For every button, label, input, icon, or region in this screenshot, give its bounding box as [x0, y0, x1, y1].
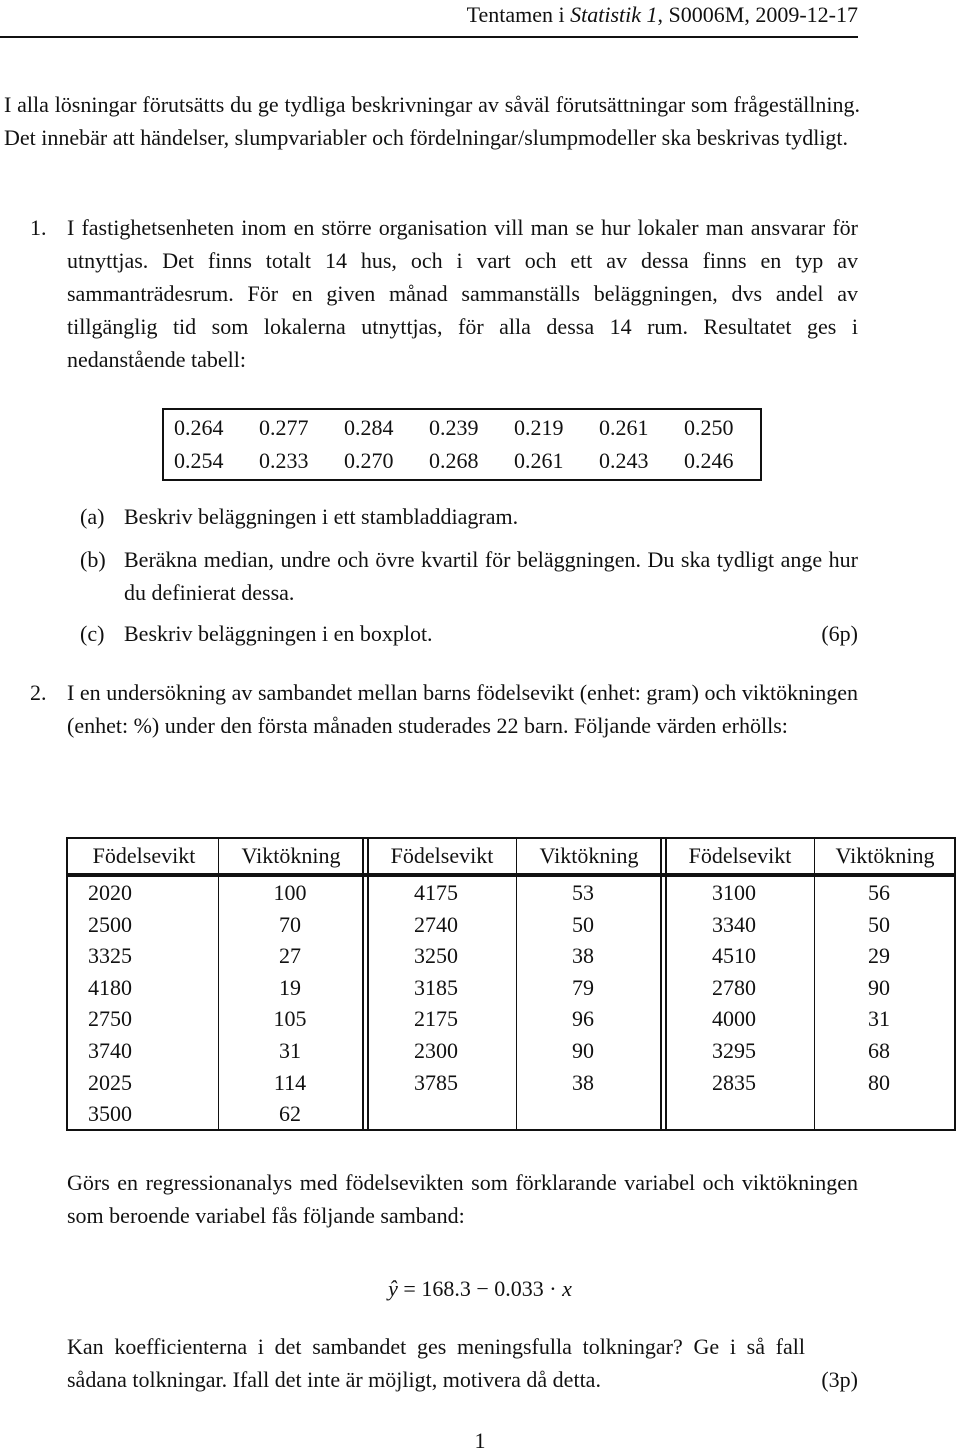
table-cell: 3185 [414, 974, 458, 1000]
table-cell: 4180 [88, 974, 132, 1000]
table-cell: 0.233 [259, 448, 309, 473]
table-cell: 50 [572, 911, 594, 937]
subquestion-text: Beskriv beläggningen i en boxplot. [124, 621, 433, 646]
table-cell: 3100 [712, 880, 756, 905]
group-divider [660, 839, 667, 1129]
regression-equation [0, 1272, 960, 1305]
points-label: (3p) [821, 1367, 858, 1392]
subquestion-label: (c) [80, 621, 105, 646]
page-header [0, 2, 858, 28]
table-cell: 2500 [88, 911, 132, 937]
subquestion-text: Beskriv beläggningen i ett stambladdiagram. [124, 504, 519, 529]
table-cell: 50 [868, 911, 890, 937]
table-cell: 38 [572, 1069, 594, 1095]
table-cell: 2750 [88, 1006, 132, 1032]
column-header: Viktökning [241, 843, 341, 868]
table-cell: 2025 [88, 1069, 132, 1095]
table-cell: 29 [868, 943, 890, 969]
weightgain-column-2 [572, 877, 594, 1098]
table-cell: 0.261 [514, 448, 564, 473]
table-cell: 3500 [88, 1101, 132, 1127]
table-row [174, 411, 750, 444]
table-cell: 31 [279, 1037, 301, 1063]
header-rule [0, 36, 858, 38]
table-cell: 114 [273, 1069, 307, 1095]
table-cell: 0.261 [599, 415, 649, 440]
table-cell: 90 [868, 974, 890, 1000]
column-divider [814, 839, 815, 1129]
group-divider [362, 839, 369, 1129]
table-cell: 2835 [712, 1069, 756, 1095]
column-divider [516, 839, 517, 1129]
table-cell: 79 [572, 974, 594, 1000]
column-header: Födelsevikt [390, 843, 494, 868]
birthweight-column-2 [414, 877, 458, 1098]
table-cell: 3340 [712, 911, 756, 937]
occupancy-table [162, 408, 762, 481]
table-cell: 62 [279, 1101, 301, 1127]
table-cell: 2740 [414, 911, 458, 937]
table-cell: 3325 [88, 943, 132, 969]
table-cell: 3250 [414, 943, 458, 969]
table-cell: 19 [279, 974, 301, 1000]
points-label: (6p) [821, 621, 858, 646]
table-cell: 80 [868, 1069, 890, 1095]
question-1-number: 1. [30, 215, 47, 240]
table-cell: 90 [572, 1037, 594, 1063]
table-cell: 0.219 [514, 415, 564, 440]
table-cell: 27 [279, 943, 301, 969]
table-cell: 0.254 [174, 448, 224, 473]
table-cell: 4000 [712, 1006, 756, 1032]
table-cell: 53 [572, 880, 594, 905]
interpretation-text: Kan koefficienterna i det sambandet ges meningsfulla tolkningar? Ge i så fall sådana tolkningar. Ifall det inte är möjligt, motivera då detta. [67, 1334, 805, 1392]
table-cell: 4510 [712, 943, 756, 969]
table-cell: 3295 [712, 1037, 756, 1063]
equation-mid: = 168.3 − 0.033 · [397, 1276, 563, 1301]
table-cell: 0.239 [429, 415, 479, 440]
table-cell: 3785 [414, 1069, 458, 1095]
intro-paragraph: I alla lösningar förutsätts du ge tydliga beskrivningar av såväl förutsättningar som frågeställning. Det innebär att händelser, slumpvariabler och fördelningar/slumpmodeller ska beskrivas tydligt. [4, 92, 860, 150]
table-cell: 56 [868, 880, 890, 905]
birthweight-column-3 [712, 877, 756, 1098]
table-cell: 105 [273, 1006, 307, 1032]
column-header: Viktökning [835, 843, 935, 868]
weightgain-column-3 [868, 877, 890, 1098]
table-cell: 0.268 [429, 448, 479, 473]
table-cell: 3740 [88, 1037, 132, 1063]
weightgain-column-1 [266, 877, 314, 1130]
table-cell: 100 [273, 880, 307, 905]
table-cell: 0.250 [684, 415, 734, 440]
table-cell: 2300 [414, 1037, 458, 1063]
table-cell: 31 [868, 1006, 890, 1032]
table-cell: 38 [572, 943, 594, 969]
subquestion-label: (b) [80, 547, 106, 572]
table-cell: 70 [279, 911, 301, 937]
question-2-number: 2. [30, 680, 47, 705]
table-cell: 0.264 [174, 415, 224, 440]
subquestion-text: Beräkna median, undre och övre kvartil för beläggningen. Du ska tydligt ange hur du definierat dessa. [124, 547, 858, 605]
table-cell: 0.284 [344, 415, 394, 440]
header-course: Statistik 1 [570, 2, 658, 27]
table-cell: 4175 [414, 880, 458, 905]
table-row [174, 444, 750, 477]
table-header-row [68, 839, 954, 873]
question-1-text: I fastighetsenheten inom en större organisation vill man se hur lokaler man ansvarar för utnyttjas. Det finns totalt 14 hus, och i vart och ett av dessa finns en typ av sammanträdesrum. För en given månad sammanställs beläggningen, dvs andel av tillgänglig tid som lokalerna utnyttjas, för alla dessa 14 rum. Resultatet ges i nedanstående tabell: [67, 215, 858, 372]
page-number: 1 [474, 1428, 486, 1453]
question-2-text: I en undersökning av sambandet mellan barns födelsevikt (enhet: gram) och viktökningen (enhet: %) under den första månaden studerades 22 barn. Följande värden erhölls: [67, 680, 858, 738]
table-cell: 68 [868, 1037, 890, 1063]
header-double-rule [68, 873, 954, 877]
subquestion-label: (a) [80, 504, 105, 529]
table-cell: 0.243 [599, 448, 649, 473]
header-suffix: , S0006M, 2009-12-17 [657, 2, 858, 27]
column-header: Födelsevikt [92, 843, 196, 868]
header-prefix: Tentamen i [466, 2, 571, 27]
table-cell: 2175 [414, 1006, 458, 1032]
birthweight-table [66, 837, 956, 1131]
table-cell: 96 [572, 1006, 594, 1032]
table-cell: 0.270 [344, 448, 394, 473]
birthweight-column-1 [88, 877, 132, 1130]
intro-block [4, 88, 860, 154]
table-cell: 0.246 [684, 448, 734, 473]
regression-text: Görs en regressionanalys med födelsevikten som förklarande variabel och viktökningen som beroende variabel fås följande samband: [67, 1170, 858, 1228]
table-cell: 2780 [712, 974, 756, 1000]
table-cell: 0.277 [259, 415, 309, 440]
column-header: Födelsevikt [688, 843, 792, 868]
equation-variable: x [562, 1276, 572, 1301]
table-cell: 2020 [88, 880, 132, 905]
equation-lhs: ŷ [388, 1276, 398, 1301]
column-divider [218, 839, 219, 1129]
column-header: Viktökning [539, 843, 639, 868]
